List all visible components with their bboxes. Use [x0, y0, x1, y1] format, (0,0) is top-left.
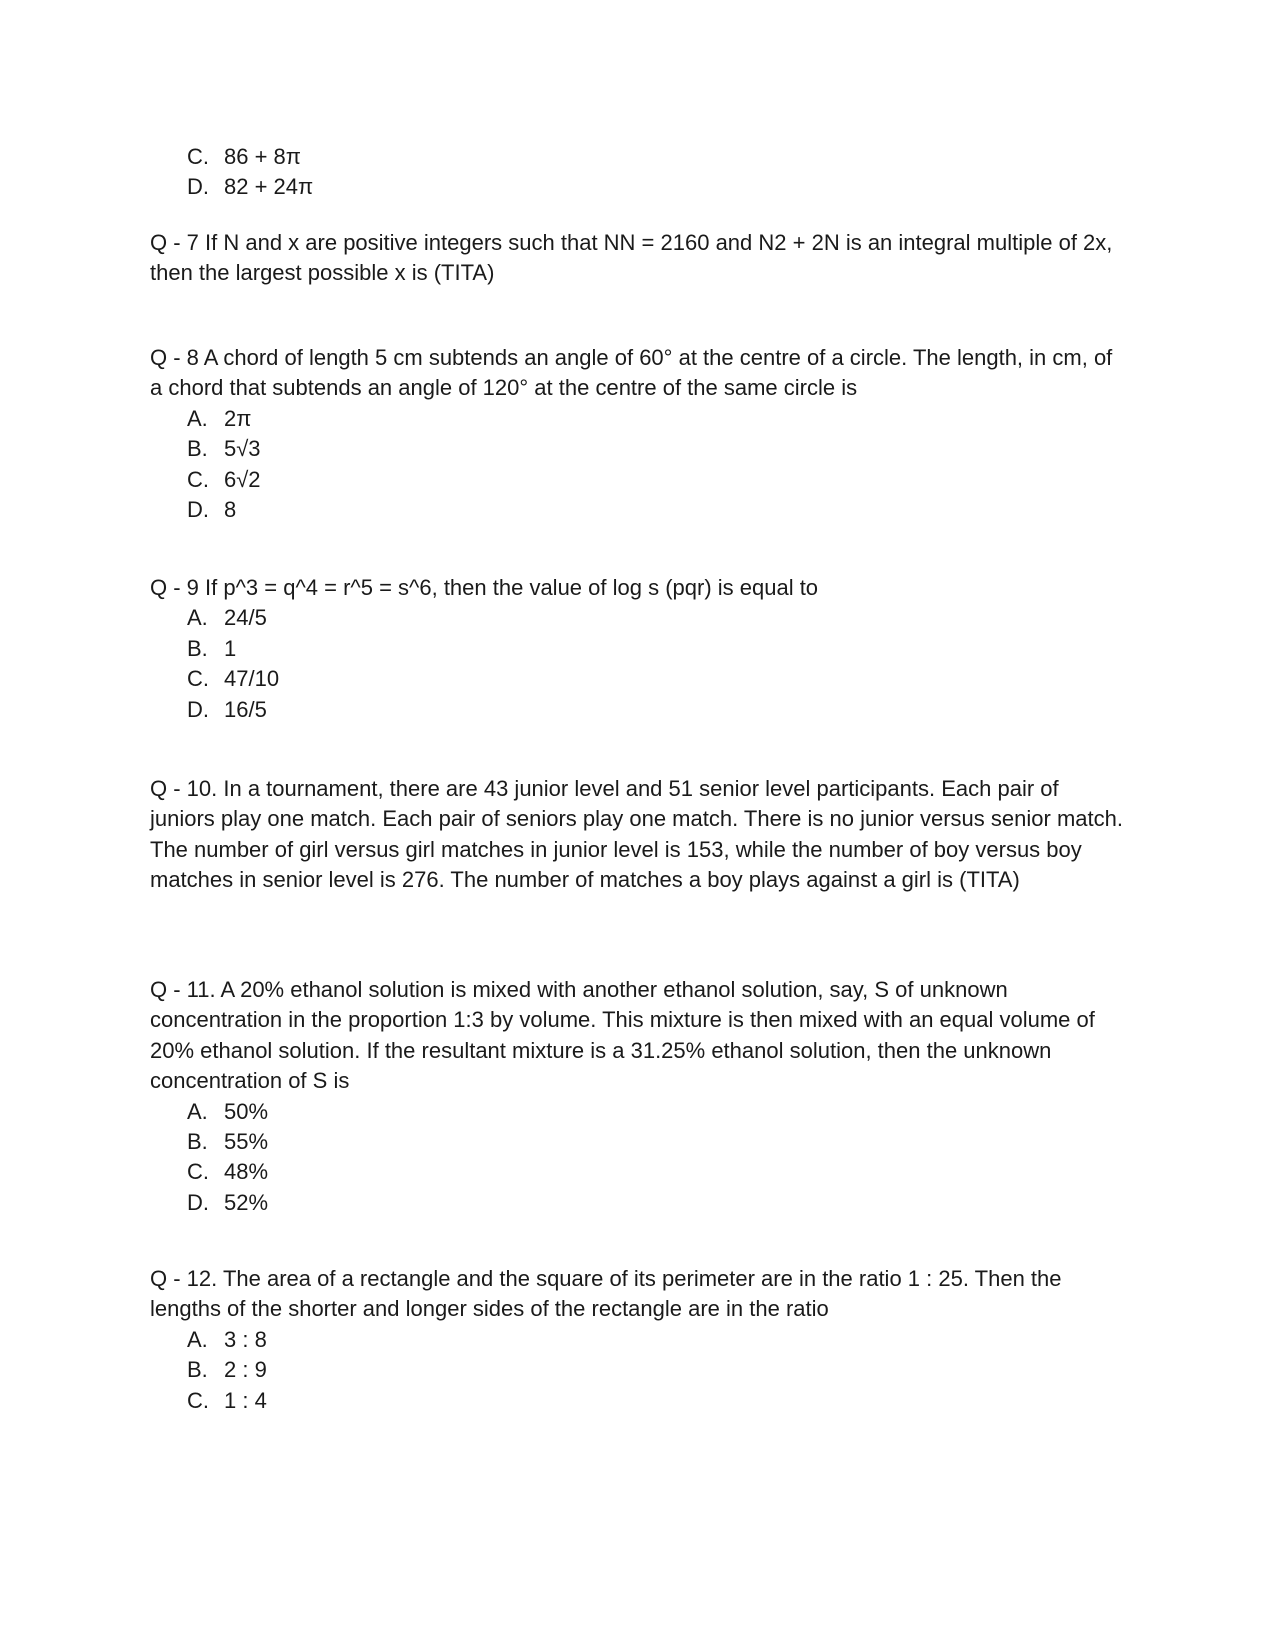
option-item [150, 172, 1125, 202]
option-text: 1 [224, 635, 237, 661]
option-item [150, 695, 1125, 725]
option-item [150, 434, 1125, 464]
option-item [150, 404, 1125, 434]
question-text: Q - 8 A chord of length 5 cm subtends an angle of 60° at the centre of a circle. The length, in cm, of a chord that subtends an angle of 120° at the centre of the same circle is [150, 345, 1113, 401]
option-text: 2 : 9 [224, 1357, 267, 1383]
option-text: 3 : 8 [224, 1326, 267, 1352]
option-letter: B. [187, 1357, 208, 1383]
question-text: Q - 10. In a tournament, there are 43 junior level and 51 senior level participants. Each pair of juniors play one match. Each pair of seniors play one match. There is no junior versus senior match. The number of girl versus girl matches in junior level is 153, while the number of boy versus boy matches in senior level is 276. The number of matches a boy plays against a girl is (TITA) [150, 776, 1123, 893]
option-letter: A. [187, 1326, 208, 1352]
option-text: 82 + 24π [224, 174, 314, 200]
option-text: 55% [224, 1129, 269, 1155]
option-text: 6√2 [224, 466, 261, 492]
option-letter: C. [187, 144, 209, 169]
option-text: 5√3 [224, 436, 261, 462]
option-text: 8 [224, 497, 237, 523]
option-item [150, 664, 1125, 694]
option-letter: B. [187, 436, 208, 462]
question-8 [150, 343, 1125, 525]
option-letter: A. [187, 405, 208, 431]
option-letter: C. [187, 1159, 209, 1185]
option-item [150, 142, 1125, 172]
option-letter: C. [187, 466, 209, 492]
option-letter: C. [187, 666, 209, 692]
option-text: 16/5 [224, 696, 267, 722]
question-text: Q - 9 If p^3 = q^4 = r^5 = s^6, then the value of log s (pqr) is equal to [150, 575, 819, 600]
option-letter: B. [187, 635, 208, 661]
option-text: 50% [224, 1098, 269, 1124]
option-text: 52% [224, 1189, 269, 1215]
option-text: 24/5 [224, 605, 267, 631]
option-letter: C. [187, 1387, 209, 1413]
option-item [150, 465, 1125, 495]
question-text: Q - 12. The area of a rectangle and the square of its perimeter are in the ratio 1 : 25. Then the lengths of the shorter and longer sides of the rectangle are in the ratio [150, 1266, 1062, 1322]
option-letter: D. [187, 497, 209, 523]
question-7 [150, 228, 1125, 289]
option-letter: B. [187, 1129, 208, 1155]
question-text: Q - 11. A 20% ethanol solution is mixed with another ethanol solution, say, S of unknown concentration in the proportion 1:3 by volume. This mixture is then mixed with an equal volume of 20% ethanol solution. If the resultant mixture is a 31.25% ethanol solution, then the unknown concentration of S is [150, 977, 1095, 1094]
option-item [150, 1386, 1125, 1416]
option-text: 48% [224, 1159, 269, 1185]
option-item [150, 1325, 1125, 1355]
option-letter: D. [187, 1189, 209, 1215]
option-text: 1 : 4 [224, 1387, 267, 1413]
option-text: 2π [224, 405, 252, 431]
question-11 [150, 975, 1125, 1218]
question-12 [150, 1264, 1125, 1416]
option-item [150, 603, 1125, 633]
option-item [150, 1127, 1125, 1157]
question-10 [150, 774, 1125, 896]
option-item [150, 1097, 1125, 1127]
option-text: 47/10 [224, 666, 280, 692]
option-item [150, 495, 1125, 525]
continued-options [150, 142, 1125, 203]
option-item [150, 1355, 1125, 1385]
option-item [150, 1157, 1125, 1187]
question-text: Q - 7 If N and x are positive integers such that NN = 2160 and N2 + 2N is an integral multiple of 2x, then the largest possible x is (TITA) [150, 230, 1113, 286]
option-letter: A. [187, 1098, 208, 1124]
option-letter: D. [187, 174, 209, 200]
option-letter: D. [187, 696, 209, 722]
question-9 [150, 573, 1125, 725]
option-item [150, 634, 1125, 664]
option-text: 86 + 8π [224, 144, 301, 169]
option-item [150, 1188, 1125, 1218]
option-letter: A. [187, 605, 208, 631]
